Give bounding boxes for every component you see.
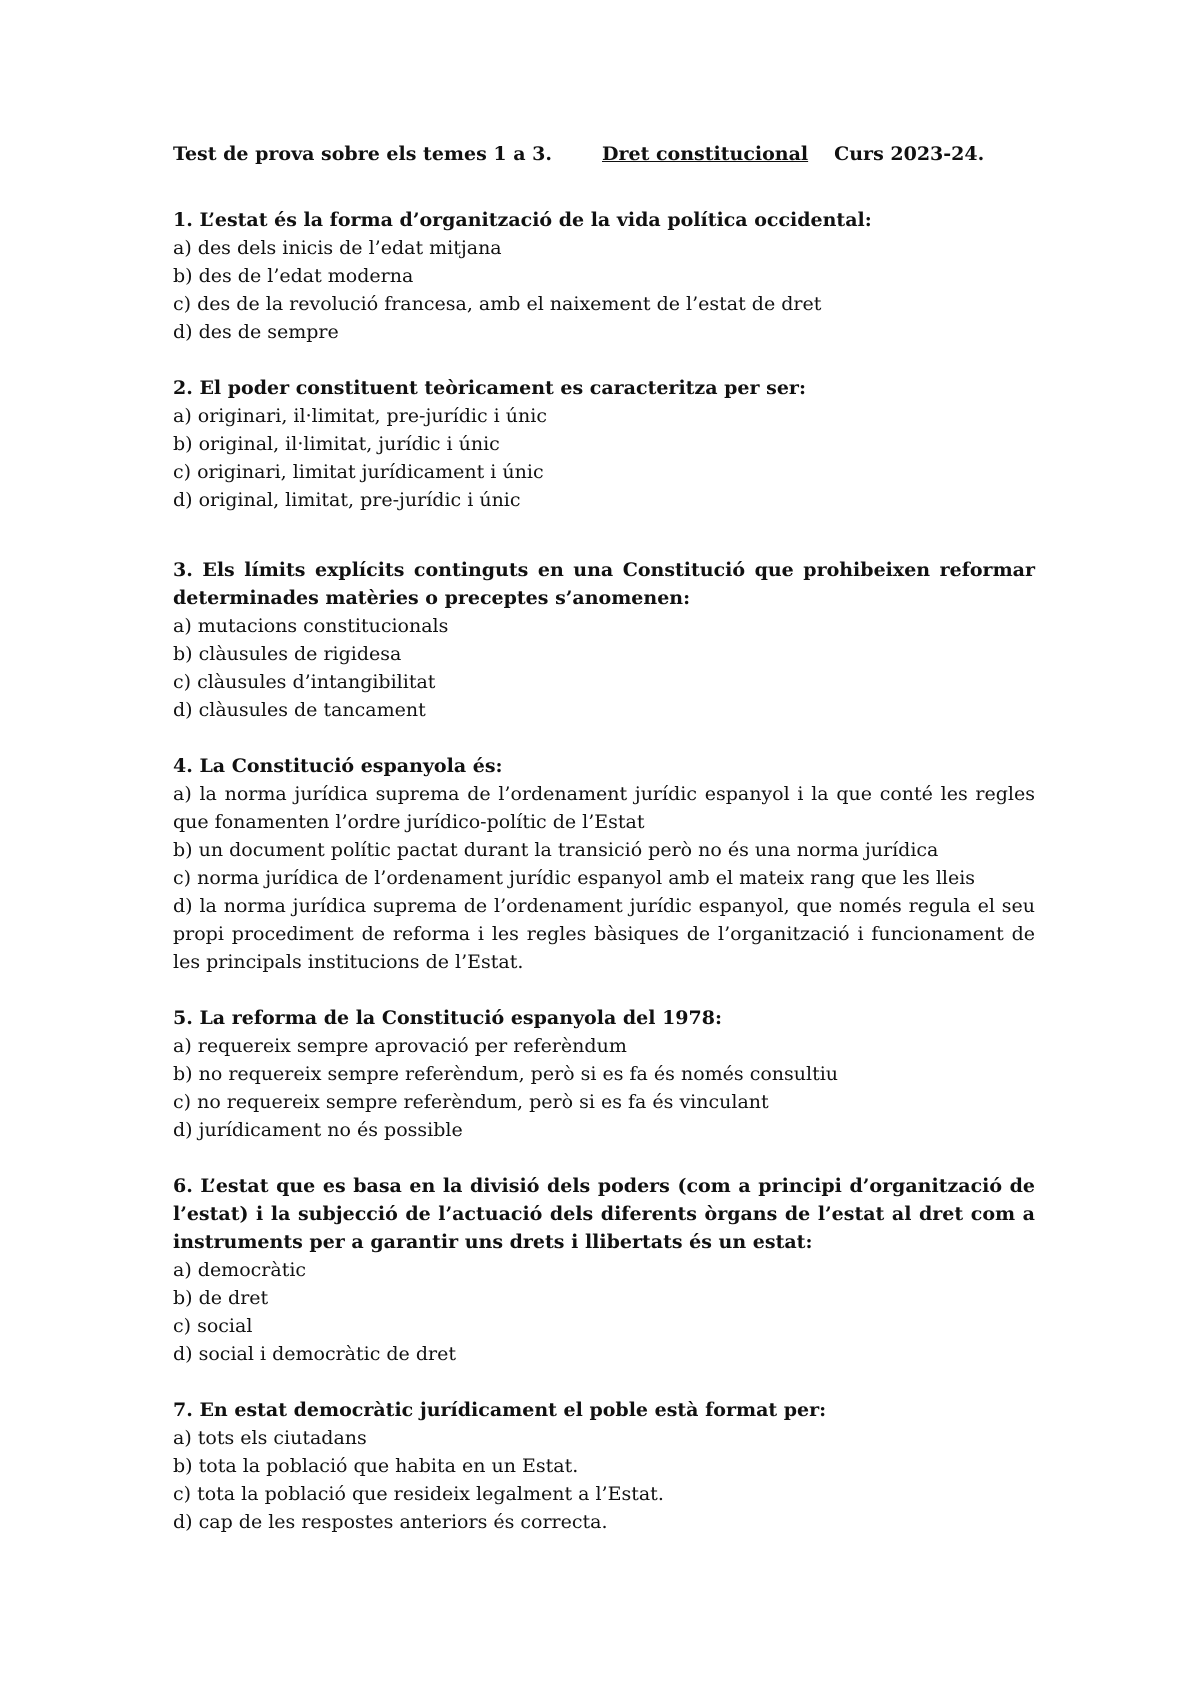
answer-option: c) clàusules d’intangibilitat [173, 671, 436, 693]
question-7 [173, 1396, 1035, 1536]
answer-option: c) no requereix sempre referèndum, però si es fa és vinculant [173, 1091, 769, 1113]
question-text: 4. La Constitució espanyola és: [173, 755, 503, 777]
question-4 [173, 752, 1035, 976]
question-6 [173, 1172, 1035, 1368]
answer-option: d) clàusules de tancament [173, 699, 426, 721]
question-3 [173, 556, 1035, 724]
question-text: 2. El poder constituent teòricament es caracteritza per ser: [173, 377, 806, 399]
answer-option: a) tots els ciutadans [173, 1427, 367, 1449]
answer-option: a) democràtic [173, 1259, 307, 1281]
answer-option: c) originari, limitat jurídicament i únic [173, 461, 544, 483]
question-5 [173, 1004, 1035, 1144]
answer-option: c) des de la revolució francesa, amb el naixement de l’estat de dret [173, 293, 822, 315]
question-text: 3. Els límits explícits continguts en una Constitució que prohibeixen reformar determinades matèries o preceptes s’anomenen: [173, 559, 1035, 609]
question-text: 5. La reforma de la Constitució espanyola del 1978: [173, 1007, 722, 1029]
answer-option: d) jurídicament no és possible [173, 1119, 463, 1141]
question-text: 6. L’estat que es basa en la divisió dels poders (com a principi d’organització de l’estat) i la subjecció de l’actuació dels diferents òrgans de l’estat al dret com a instruments per a garantir uns drets i llibertats és un estat: [173, 1175, 1035, 1253]
answer-option: a) originari, il·limitat, pre-jurídic i únic [173, 405, 547, 427]
answer-option: d) social i democràtic de dret [173, 1343, 456, 1365]
question-text: 1. L’estat és la forma d’organització de la vida política occidental: [173, 209, 872, 231]
document-page [173, 140, 1035, 1564]
subject-title: Dret constitucional [602, 143, 809, 165]
answer-option: d) la norma jurídica suprema de l’ordenament jurídic espanyol, que només regula el seu propi procediment de reforma i les regles bàsiques de l’organització i funcionament de les principals institucions de l’Estat. [173, 895, 1035, 973]
answer-option: d) original, limitat, pre-jurídic i únic [173, 489, 521, 511]
answer-option: a) la norma jurídica suprema de l’ordenament jurídic espanyol i la que conté les regles que fonamenten l’ordre jurídico-polític de l’Estat [173, 783, 1035, 833]
course-label: Curs 2023-24. [834, 143, 985, 165]
test-title: Test de prova sobre els temes 1 a 3. [173, 143, 553, 165]
question-2 [173, 374, 1035, 514]
question-1 [173, 206, 1035, 346]
answer-option: b) des de l’edat moderna [173, 265, 414, 287]
answer-option: c) tota la població que resideix legalment a l’Estat. [173, 1483, 664, 1505]
answer-option: c) norma jurídica de l’ordenament jurídic espanyol amb el mateix rang que les lleis [173, 867, 976, 889]
answer-option: d) cap de les respostes anteriors és correcta. [173, 1511, 608, 1533]
answer-option: b) tota la població que habita en un Estat. [173, 1455, 579, 1477]
answer-option: a) requereix sempre aprovació per referèndum [173, 1035, 627, 1057]
answer-option: b) clàusules de rigidesa [173, 643, 402, 665]
answer-option: a) des dels inicis de l’edat mitjana [173, 237, 502, 259]
answer-option: b) de dret [173, 1287, 269, 1309]
answer-option: b) no requereix sempre referèndum, però si es fa és només consultiu [173, 1063, 839, 1085]
answer-option: a) mutacions constitucionals [173, 615, 449, 637]
document-header [173, 140, 1035, 168]
answer-option: d) des de sempre [173, 321, 339, 343]
question-text: 7. En estat democràtic jurídicament el poble està format per: [173, 1399, 827, 1421]
answer-option: b) original, il·limitat, jurídic i únic [173, 433, 500, 455]
answer-option: b) un document polític pactat durant la transició però no és una norma jurídica [173, 839, 939, 861]
answer-option: c) social [173, 1315, 253, 1337]
